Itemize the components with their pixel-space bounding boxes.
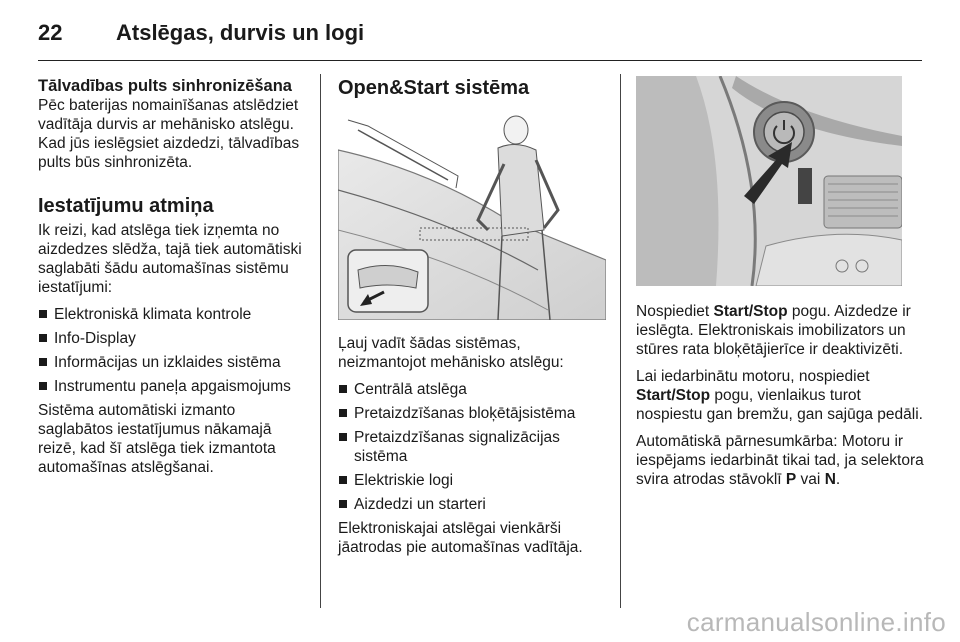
list-item: Pretaizdzīšanas bloķētājsistēma (338, 404, 612, 423)
start-stop-paragraph-1: Nospiediet Start/Stop pogu. Aizdedze ir ieslēgta. Elektroniskais imobilizators un stūres rata bloķētājierīce ir deaktivizēti. (636, 303, 911, 358)
gear-position-n: N (824, 471, 836, 488)
settings-memory-intro: Ik reizi, kad atslēga tiek izņemta no aizdedzes slēdža, tajā tiek automātiski saglabāti šādu automašīnas sistēmu iestatījumi: (38, 222, 302, 296)
list-item: Aizdedzi un starteri (338, 495, 612, 514)
start-stop-label: Start/Stop (636, 387, 711, 404)
bullet-square-icon (339, 433, 347, 441)
left-column (38, 76, 310, 477)
column-divider-right (620, 74, 621, 608)
gear-position-p: P (785, 471, 797, 488)
open-start-illustration (338, 110, 606, 320)
open-start-outro: Elektroniskajai atslēgai vienkārši jāatrodas pie automašīnas vadītāja. (338, 520, 583, 556)
header-title: Atslēgas, durvis un logi (116, 20, 365, 45)
open-start-list (338, 380, 612, 514)
section-heading-remote-sync: Tālvadības pults sinhronizēšana (38, 77, 292, 95)
bullet-square-icon (39, 334, 47, 342)
settings-memory-list (38, 305, 310, 396)
section-heading-settings-memory: Iestatījumu atmiņa (38, 195, 214, 217)
start-stop-button-illustration (636, 76, 902, 286)
start-stop-paragraph-2: Lai iedarbinātu motoru, nospiediet Start/Stop pogu, vienlaikus turot nospiestu gan bremžu, gan sajūga pedāli. (636, 368, 923, 423)
list-item: Centrālā atslēga (338, 380, 612, 399)
settings-memory-outro: Sistēma automātiski izmanto saglabātos iestatījumus nākamajā reizē, kad šī atslēga tiek izmantota automašīnas atslēgšanai. (38, 402, 276, 476)
start-stop-paragraph-3: Automātiskā pārnesumkārba: Motoru ir iespējams iedarbināt tikai tad, ja selektora svira atrodas stāvoklī P vai N. (636, 433, 924, 488)
page-header (38, 18, 918, 58)
list-item: Elektriskie logi (338, 471, 612, 490)
bullet-square-icon (39, 382, 47, 390)
list-item: Instrumentu paneļa apgaismojums (38, 377, 310, 396)
list-item: Informācijas un izklaides sistēma (38, 353, 310, 372)
list-item: Pretaizdzīšanas signalizācijas sistēma (338, 428, 612, 466)
section-heading-open-start: Open&Start sistēma (338, 77, 530, 99)
watermark: carmanualsonline.info (686, 607, 946, 637)
start-stop-label: Start/Stop (713, 303, 788, 320)
header-rule (38, 60, 922, 61)
bullet-square-icon (339, 409, 347, 417)
dashboard-start-button-image (636, 76, 902, 286)
bullet-square-icon (339, 500, 347, 508)
bullet-square-icon (39, 358, 47, 366)
page-number: 22 (38, 20, 63, 45)
middle-column (338, 76, 612, 557)
remote-sync-text: Pēc baterijas nomainīšanas atslēdziet vadītāja durvis ar mehānisko atslēgu. Kad jūs ieslēgsiet aizdedzi, tālvadības pults būs sinhronizēta. (38, 97, 300, 171)
open-start-intro: Ļauj vadīt šādas sistēmas, neizmantojot mehānisko atslēgu: (338, 335, 564, 371)
list-item: Elektroniskā klimata kontrole (38, 305, 310, 324)
bullet-square-icon (339, 385, 347, 393)
bullet-square-icon (39, 310, 47, 318)
right-column (636, 76, 926, 489)
column-divider-left (320, 74, 321, 608)
car-door-person-image (338, 110, 606, 320)
list-item: Info-Display (38, 329, 310, 348)
bullet-square-icon (339, 476, 347, 484)
